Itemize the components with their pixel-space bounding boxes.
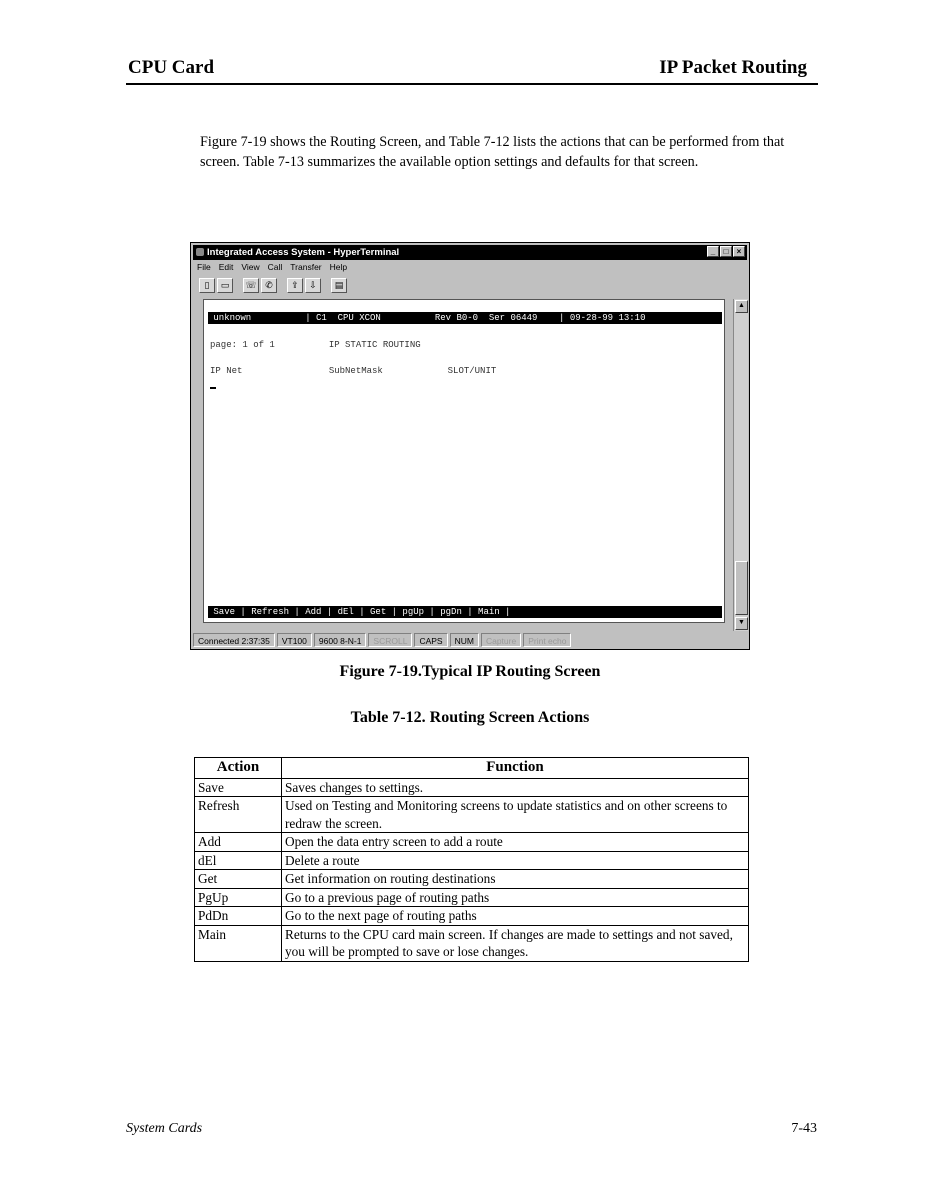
action-cell: Refresh (195, 797, 282, 833)
menu-help[interactable]: Help (329, 262, 348, 272)
window-controls (707, 246, 745, 257)
hyperterminal-screenshot (190, 242, 750, 650)
status-connected: Connected 2:37:35 (193, 633, 275, 647)
table-row (195, 925, 749, 961)
properties-icon[interactable]: ▤ (331, 278, 347, 293)
window-title: Integrated Access System - HyperTerminal (207, 247, 400, 258)
actions-table (194, 757, 749, 962)
status-num: NUM (450, 633, 479, 647)
table-header-row (195, 758, 749, 779)
table-row (195, 907, 749, 926)
send-icon[interactable]: ⇪ (287, 278, 303, 293)
app-icon (196, 248, 204, 256)
action-cell: Main (195, 925, 282, 961)
terminal-cursor (210, 387, 216, 389)
table-row (195, 778, 749, 797)
status-bar (193, 633, 573, 647)
menu-file[interactable]: File (197, 262, 211, 272)
function-cell: Delete a route (282, 851, 749, 870)
action-cell: Add (195, 833, 282, 852)
new-icon[interactable]: ▯ (199, 278, 215, 293)
status-scroll: SCROLL (368, 633, 412, 647)
table-caption: Table 7-12. Routing Screen Actions (350, 709, 590, 726)
action-cell: PdDn (195, 907, 282, 926)
figure-caption: Figure 7-19.Typical IP Routing Screen (339, 663, 601, 680)
function-cell: Open the data entry screen to add a route (282, 833, 749, 852)
function-cell: Get information on routing destinations (282, 870, 749, 889)
scroll-thumb[interactable] (735, 561, 748, 615)
function-cell: Used on Testing and Monitoring screens to update statistics and on other screens to redraw the screen. (282, 797, 749, 833)
menu-transfer[interactable]: Transfer (290, 262, 322, 272)
open-icon[interactable]: ▭ (217, 278, 233, 293)
function-cell: Go to a previous page of routing paths (282, 888, 749, 907)
terminal-columns-line: IP Net SubNetMask SLOT/UNIT (210, 366, 497, 376)
status-settings: 9600 8-N-1 (314, 633, 367, 647)
terminal-command-line: Save | Refresh | Add | dEl | Get | pgUp | pgDn | Main | (208, 606, 722, 618)
menu-call[interactable]: Call (267, 262, 283, 272)
close-icon[interactable]: × (733, 246, 745, 257)
scroll-up-icon[interactable]: ▲ (735, 300, 748, 313)
terminal-status-line: unknown | C1 CPU XCON Rev B0-0 Ser 06449 | 09-28-99 13:10 (208, 312, 722, 324)
title-bar (193, 245, 747, 260)
status-caps: CAPS (414, 633, 447, 647)
column-header: Action (195, 758, 282, 779)
table-row (195, 888, 749, 907)
receive-icon[interactable]: ⇩ (305, 278, 321, 293)
scroll-down-icon[interactable]: ▼ (735, 617, 748, 630)
menu-view[interactable]: View (241, 262, 260, 272)
vertical-scrollbar[interactable] (733, 299, 748, 631)
menu-edit[interactable]: Edit (218, 262, 234, 272)
action-cell: Get (195, 870, 282, 889)
action-cell: PgUp (195, 888, 282, 907)
header-rule (126, 83, 818, 85)
action-cell: dEl (195, 851, 282, 870)
disconnect-icon[interactable]: ✆ (261, 278, 277, 293)
minimize-icon[interactable]: _ (707, 246, 719, 257)
function-cell: Returns to the CPU card main screen. If changes are made to settings and not saved, you will be prompted to save or lose changes. (282, 925, 749, 961)
menu-bar (197, 262, 347, 272)
terminal-page-line: page: 1 of 1 IP STATIC ROUTING (210, 340, 421, 350)
table-row (195, 833, 749, 852)
table-row (195, 797, 749, 833)
maximize-icon[interactable]: □ (720, 246, 732, 257)
page-number: 7-43 (791, 1121, 817, 1136)
footer-left: System Cards (126, 1121, 203, 1136)
terminal-area[interactable] (203, 299, 725, 623)
header-right: IP Packet Routing (659, 57, 807, 78)
action-cell: Save (195, 778, 282, 797)
status-print-echo: Print echo (523, 633, 571, 647)
column-header: Function (282, 758, 749, 779)
status-capture: Capture (481, 633, 521, 647)
status-emulation: VT100 (277, 633, 312, 647)
connect-icon[interactable]: ☏ (243, 278, 259, 293)
function-cell: Saves changes to settings. (282, 778, 749, 797)
toolbar (199, 278, 347, 293)
table-row (195, 870, 749, 889)
intro-paragraph: Figure 7-19 shows the Routing Screen, and Table 7-12 lists the actions that can be performed from that screen. Table 7-13 summarizes the available option settings and defaults for that screen. (200, 134, 785, 170)
function-cell: Go to the next page of routing paths (282, 907, 749, 926)
header-left: CPU Card (128, 57, 215, 78)
table-row (195, 851, 749, 870)
